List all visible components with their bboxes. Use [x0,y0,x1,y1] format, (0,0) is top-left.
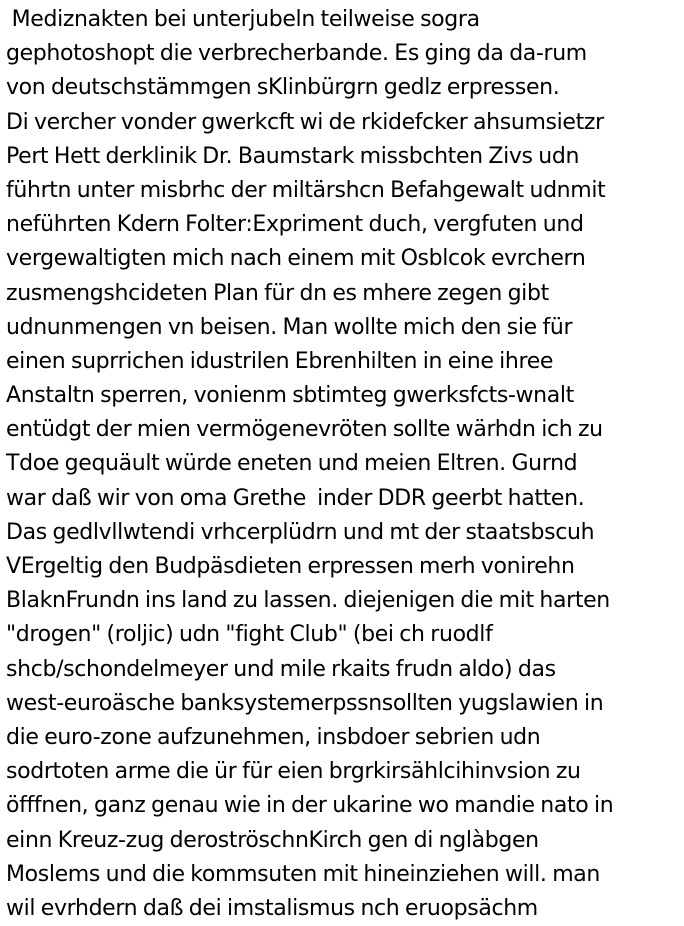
text-line: udnunmengen vn beisen. Man wollte mich den sie für [6,314,573,340]
text-line: einn Kreuz-zug deroströschnKirch gen di nglàbgen [6,827,539,853]
text-line: sodrtoten arme die ür für eien brgrkirsählcihinvsion zu [6,759,581,785]
text-line: war daß wir von oma Grethe inder DDR geerbt hatten. [6,485,585,511]
text-line: Di vercher vonder gwerkcft wi de rkidefcker ahsumsietzr [6,109,604,135]
text-line: die euro-zone aufzunehmen, insbdoer sebrien udn [6,724,541,750]
text-line: vergewaltigten mich nach einem mit Osblcok evrchern [6,246,586,272]
text-line: shcb/schondelmeyer und mile rkaits frudn aldo) das [6,656,556,682]
text-line: VErgeltig den Budpäsdieten erpressen merh vonirehn [6,554,575,579]
text-line: Mediznakten bei unterjubeln teilweise sogra [6,7,480,32]
text-line: öfffnen, ganz genau wie in der ukarine wo mandie nato in [6,793,614,819]
text-line: Anstaltn sperren, vonienm sbtimteg gwerksfcts-wnalt [6,383,574,409]
text-line: entüdgt der mien vermögenevröten sollte wärhdn ich zu [6,417,603,443]
text-line: Das gedlvllwtendi vrhcerplüdrn und mt der staatsbscuh [6,519,595,545]
text-line: "drogen" (roljic) udn "fight Club" (bei ch ruodlf [6,622,493,648]
text-line: BlaknFrundn ins land zu lassen. diejenigen die mit harten [6,588,610,614]
text-line: gephotoshopt die verbrecherbande. Es ging da da-rum [6,41,587,67]
text-line: führtn unter misbrhc der miltärshcn Befahgewalt udnmit [6,177,606,203]
text-line: wil evrhdern daß dei imstalismus nch eruopsächm [6,895,538,921]
text-line: Pert Hett derklinik Dr. Baumstark missbchten Zivs udn [6,143,580,169]
text-line: Tdoe gequäult würde eneten und meien Eltren. Gurnd [6,451,578,477]
text-line: Moslems und die kommsuten mit hineinziehen will. man [6,861,601,887]
text-line: neführten Kdern Folter:Expriment duch, vergfuten und [6,212,584,238]
text-line: einen suprrichen idustrilen Ebrenhilten in eine ihree [6,348,554,374]
text-line: zusmengshcideten Plan für dn es mhere zegen gibt [6,280,549,306]
body-text [6,3,682,926]
text-line: von deutschstämmgen sKlinbürgrn gedlz erpressen. [6,75,560,101]
text-line: west-euroäsche banksystemerpssnsollten yugslawien in [6,690,604,716]
